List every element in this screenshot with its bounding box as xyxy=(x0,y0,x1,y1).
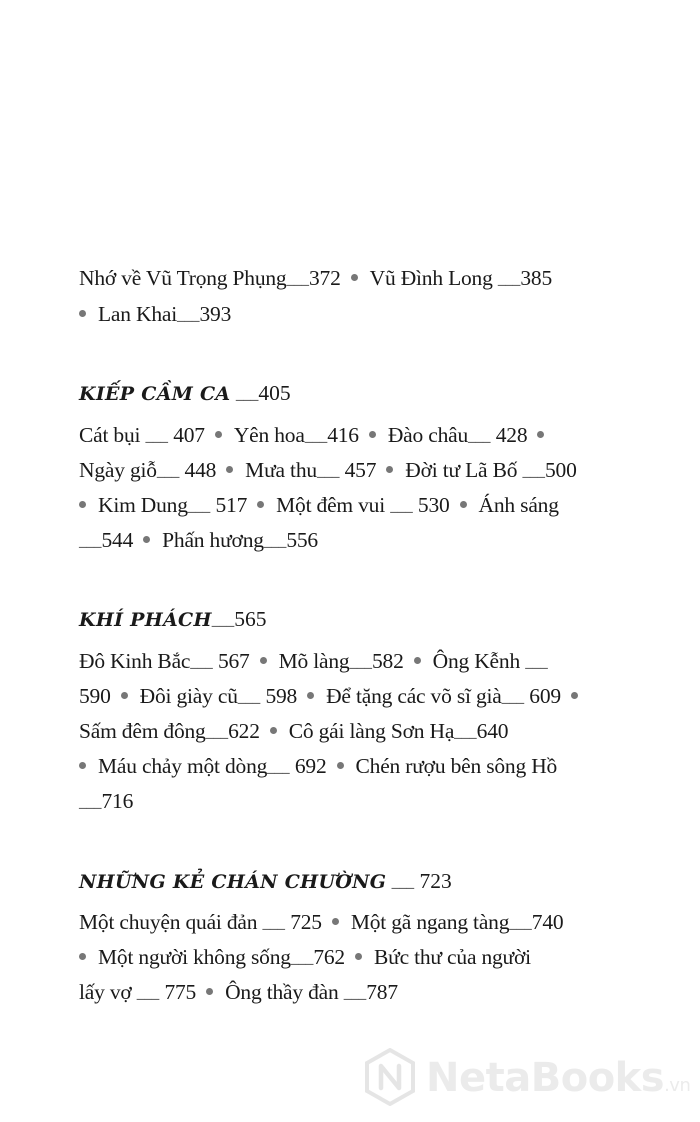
watermark-brand: NetaBooks xyxy=(426,1055,665,1101)
toc-line xyxy=(79,751,557,783)
leader-dots: ___ xyxy=(156,464,180,480)
section-heading xyxy=(79,378,291,410)
toc-entry-title: Sấm đêm đông xyxy=(79,719,206,743)
bullet-icon xyxy=(143,536,150,543)
leader-dots: ___ xyxy=(391,875,415,891)
toc-entry-title: Một gã ngang tàng xyxy=(350,910,510,934)
toc-entry-title: Đôi giày cũ xyxy=(139,684,238,708)
bullet-icon xyxy=(386,466,393,473)
page-number: 372 xyxy=(308,266,341,290)
page-number: 416 xyxy=(327,423,359,447)
leader-dots: ___ xyxy=(304,429,328,445)
section-title: KHÍ PHÁCH xyxy=(79,609,212,631)
page-number: 762 xyxy=(313,945,345,969)
bullet-icon xyxy=(355,953,362,960)
bullet-icon xyxy=(257,501,264,508)
page-number: 530 xyxy=(417,493,450,517)
bullet-icon xyxy=(307,692,314,699)
page-number: 544 xyxy=(101,528,134,552)
leader-dots: ___ xyxy=(237,690,261,706)
leader-dots: ___ xyxy=(343,986,367,1002)
toc-entry-title: Ông thầy đàn xyxy=(225,980,339,1004)
leader-dots: ___ xyxy=(454,725,477,741)
page-number: 405 xyxy=(258,381,291,405)
toc-entry-title: Vũ Đình Long xyxy=(369,266,493,290)
toc-entry-title: Để tặng các võ sĩ già xyxy=(326,684,502,708)
page-number: 565 xyxy=(234,607,267,631)
toc-line xyxy=(79,977,398,1009)
leader-dots: ___ xyxy=(286,272,309,288)
page-number: 725 xyxy=(290,910,322,934)
toc-entry-title: Lan Khai xyxy=(98,302,177,326)
bullet-icon xyxy=(460,501,467,508)
toc-line xyxy=(79,299,231,331)
page-number: 775 xyxy=(164,980,197,1004)
toc-line xyxy=(79,490,559,522)
toc-line xyxy=(79,942,531,974)
leader-dots: ___ xyxy=(316,464,340,480)
bullet-icon xyxy=(351,274,358,281)
leader-dots: ___ xyxy=(187,499,211,515)
leader-dots: ___ xyxy=(177,308,200,324)
page-number: 787 xyxy=(366,980,398,1004)
leader-dots: ___ xyxy=(263,534,287,550)
toc-entry-title: Nhớ về Vũ Trọng Phụng xyxy=(79,266,287,290)
page-number: 517 xyxy=(215,493,248,517)
bullet-icon xyxy=(226,466,233,473)
toc-entry-title: lấy vợ xyxy=(79,980,132,1004)
page-number: 500 xyxy=(544,458,577,482)
bullet-icon xyxy=(270,727,277,734)
leader-dots: ___ xyxy=(267,760,290,776)
leader-dots: ___ xyxy=(509,916,532,932)
toc-entry-title: Cát bụi xyxy=(79,423,141,447)
section-heading xyxy=(79,604,266,636)
leader-dots: ___ xyxy=(262,916,285,932)
toc-line xyxy=(79,646,548,678)
toc-line xyxy=(79,420,556,452)
section-title: KIẾP CẦM CA xyxy=(79,383,231,405)
leader-dots: ___ xyxy=(290,951,314,967)
page-number: 393 xyxy=(199,302,232,326)
leader-dots: ___ xyxy=(522,464,545,480)
page-number: 692 xyxy=(294,754,327,778)
bullet-icon xyxy=(260,657,267,664)
toc-entry-title: Đào châu xyxy=(387,423,469,447)
toc-entry-title: Một đêm vui xyxy=(276,493,386,517)
toc-entry-title: Đời tư Lã Bố xyxy=(405,458,518,482)
leader-dots: ___ xyxy=(497,272,521,288)
leader-dots: ___ xyxy=(145,429,168,445)
bullet-icon xyxy=(332,918,339,925)
page-number: 556 xyxy=(286,528,318,552)
bullet-icon xyxy=(206,988,213,995)
toc-entry-title: Mưa thu xyxy=(245,458,317,482)
watermark-text xyxy=(426,1054,690,1110)
toc-entry-title: Ánh sáng xyxy=(478,493,559,517)
section-title: NHỮNG KẺ CHÁN CHƯỜNG xyxy=(79,871,387,893)
toc-entry-title: Ông Kễnh xyxy=(432,649,520,673)
page-number: 716 xyxy=(101,789,134,813)
bullet-icon xyxy=(571,692,578,699)
page-number: 598 xyxy=(265,684,298,708)
toc-entry-title: Đô Kinh Bắc xyxy=(79,649,191,673)
bullet-icon xyxy=(121,692,128,699)
page-number: 740 xyxy=(531,910,564,934)
toc-line xyxy=(79,455,577,487)
toc-line xyxy=(79,263,552,295)
page-number: 385 xyxy=(520,266,552,290)
bullet-icon xyxy=(369,431,376,438)
leader-dots: ___ xyxy=(501,690,525,706)
page-number: 582 xyxy=(371,649,404,673)
page-number: 723 xyxy=(419,869,452,893)
leader-dots: ___ xyxy=(468,429,491,445)
leader-dots: ___ xyxy=(235,387,259,403)
toc-entry-title: Chén rượu bên sông Hồ xyxy=(355,754,558,778)
toc-entry-title: Một chuyện quái đản xyxy=(79,910,258,934)
page-number: 448 xyxy=(184,458,217,482)
toc-entry-title: Một người không sống xyxy=(98,945,291,969)
bullet-icon xyxy=(414,657,421,664)
toc-entry-title: Máu chảy một dòng xyxy=(98,754,268,778)
toc-entry-title: Ngày giỗ xyxy=(79,458,157,482)
bullet-icon xyxy=(79,501,86,508)
leader-dots: ___ xyxy=(79,534,102,550)
watermark-suffix: .vn xyxy=(664,1075,691,1096)
bullet-icon xyxy=(215,431,222,438)
netabooks-watermark xyxy=(364,1048,694,1108)
leader-dots: ___ xyxy=(390,499,413,515)
toc-entry-title: Bức thư của người xyxy=(373,945,531,969)
page-number: 567 xyxy=(217,649,250,673)
toc-entry-title: Yên hoa xyxy=(233,423,305,447)
page-number: 428 xyxy=(495,423,528,447)
page-number: 457 xyxy=(344,458,377,482)
bullet-icon xyxy=(79,310,86,317)
toc-line xyxy=(79,681,590,713)
bullet-icon xyxy=(537,431,544,438)
leader-dots: ___ xyxy=(525,655,548,671)
page-number: 609 xyxy=(529,684,561,708)
leader-dots: ___ xyxy=(211,613,235,629)
toc-line xyxy=(79,716,508,748)
bullet-icon xyxy=(337,762,344,769)
page-number: 640 xyxy=(476,719,509,743)
bullet-icon xyxy=(79,953,86,960)
bullet-icon xyxy=(79,762,86,769)
netabooks-logo-icon xyxy=(364,1048,416,1106)
toc-line xyxy=(79,525,318,557)
page-number: 590 xyxy=(79,684,111,708)
leader-dots: ___ xyxy=(205,725,229,741)
toc-entry-title: Mõ làng xyxy=(278,649,350,673)
toc-entry-title: Phấn hương xyxy=(162,528,264,552)
leader-dots: ___ xyxy=(136,986,160,1002)
toc-entry-title: Kim Dung xyxy=(98,493,188,517)
page-number: 622 xyxy=(228,719,260,743)
page-number: 407 xyxy=(173,423,205,447)
toc-line xyxy=(79,786,133,818)
section-heading xyxy=(79,866,452,898)
leader-dots: ___ xyxy=(349,655,372,671)
toc-entry-title: Cô gái làng Sơn Hạ xyxy=(288,719,455,743)
leader-dots: ___ xyxy=(79,795,102,811)
leader-dots: ___ xyxy=(190,655,213,671)
toc-line xyxy=(79,907,563,939)
